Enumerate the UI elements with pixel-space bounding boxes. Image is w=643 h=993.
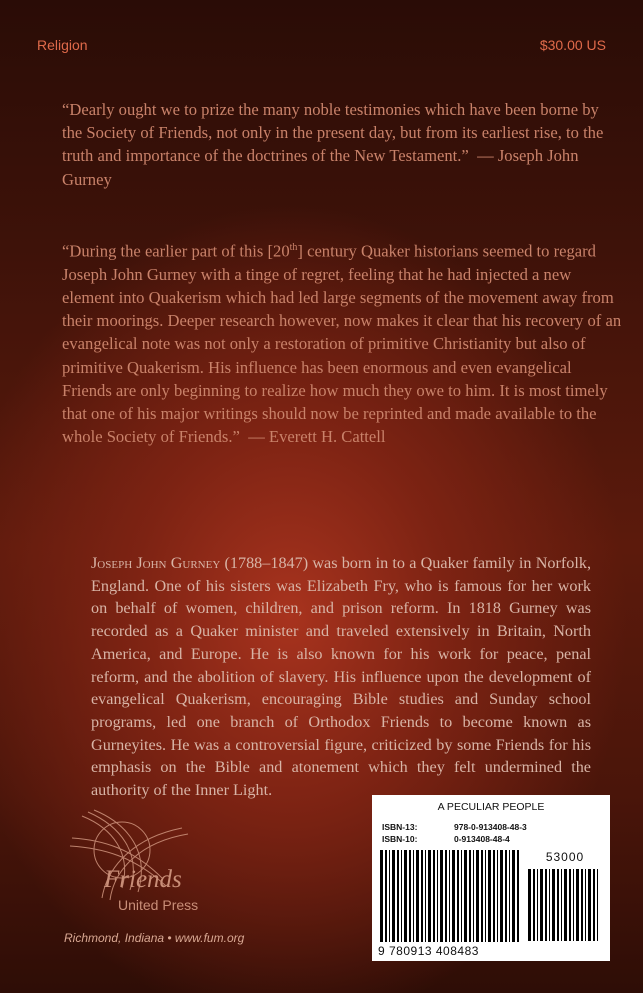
barcode-box bbox=[372, 795, 610, 961]
author-bio-text: (1788–1847) was born in to a Quaker family in Norfolk, England. One of his sisters was Elizabeth Fry, who is famous for her work on behalf of women, children, and prison reform. In 1818 Gurney was recorded as a Quaker minister and traveled extensively in Britain, North America, and Europe. He is also known for his work for peace, penal reform, and the abolition of slavery. His influence upon the development of evangelical Quakerism, encouraging Bible studies and Sunday school programs, led one branch of Orthodox Friends to become known as Gurneyites. He was a controversial figure, criticized by some Friends for his emphasis on the Bible and atonement which they felt undermined the authority of the Inner Light. bbox=[91, 554, 592, 800]
isbn13-row bbox=[382, 822, 527, 832]
publisher-name-sub: United Press bbox=[118, 897, 199, 913]
isbn10-row bbox=[382, 834, 510, 844]
barcode-book-title: A PECULIAR PEOPLE bbox=[437, 801, 545, 813]
barcode-digits: 9 780913 408483 bbox=[378, 944, 479, 958]
addon-barcode-icon bbox=[528, 869, 602, 949]
category-label: Religion bbox=[37, 37, 88, 53]
isbn13-value: 978-0-913408-48-3 bbox=[454, 822, 527, 832]
quote-cattell bbox=[62, 236, 622, 448]
price-addon-code: 53000 bbox=[545, 850, 585, 864]
quote-cattell-text-start: “During the earlier part of this [20 bbox=[62, 241, 290, 261]
quote-gurney-attribution: — Joseph John Gurney bbox=[62, 146, 579, 189]
author-name: Joseph John Gurney bbox=[91, 554, 221, 572]
author-bio bbox=[91, 552, 591, 802]
publisher-address: Richmond, Indiana • www.fum.org bbox=[64, 931, 245, 945]
publisher-name: Friends bbox=[104, 866, 182, 893]
quote-cattell-attribution: — Everett H. Cattell bbox=[248, 427, 386, 447]
price-label: $30.00 US bbox=[539, 37, 606, 53]
quote-gurney-text: “Dearly ought we to prize the many noble testimonies which have been borne by the Society of Friends, not only in the present day, but from its earliest rise, to the truth and importance of the doctrines of the New Testament.” bbox=[62, 100, 604, 166]
ean-barcode-icon bbox=[380, 850, 520, 946]
quote-gurney bbox=[62, 98, 622, 191]
isbn13-label: ISBN-13: bbox=[382, 822, 418, 832]
isbn10-label: ISBN-10: bbox=[382, 834, 418, 844]
isbn10-value: 0-913408-48-4 bbox=[454, 834, 510, 844]
quote-cattell-text-end: ] century Quaker historians seemed to regard Joseph John Gurney with a tinge of regret, feeling that he had injected a new element into Quakerism which had led large segments of the movement away from their moorings. Deeper research however, now makes it clear that his recovery of an evangelical note was not only a restoration of primitive Christianity but also of primitive Quakerism. His influence has been enormous and even evangelical Friends are only beginning to realize how much they owe to him. It is most timely that one of his major writings should now be reprinted and made available to the whole Society of Friends.” bbox=[62, 241, 622, 447]
quote-cattell-superscript: th bbox=[289, 242, 298, 253]
